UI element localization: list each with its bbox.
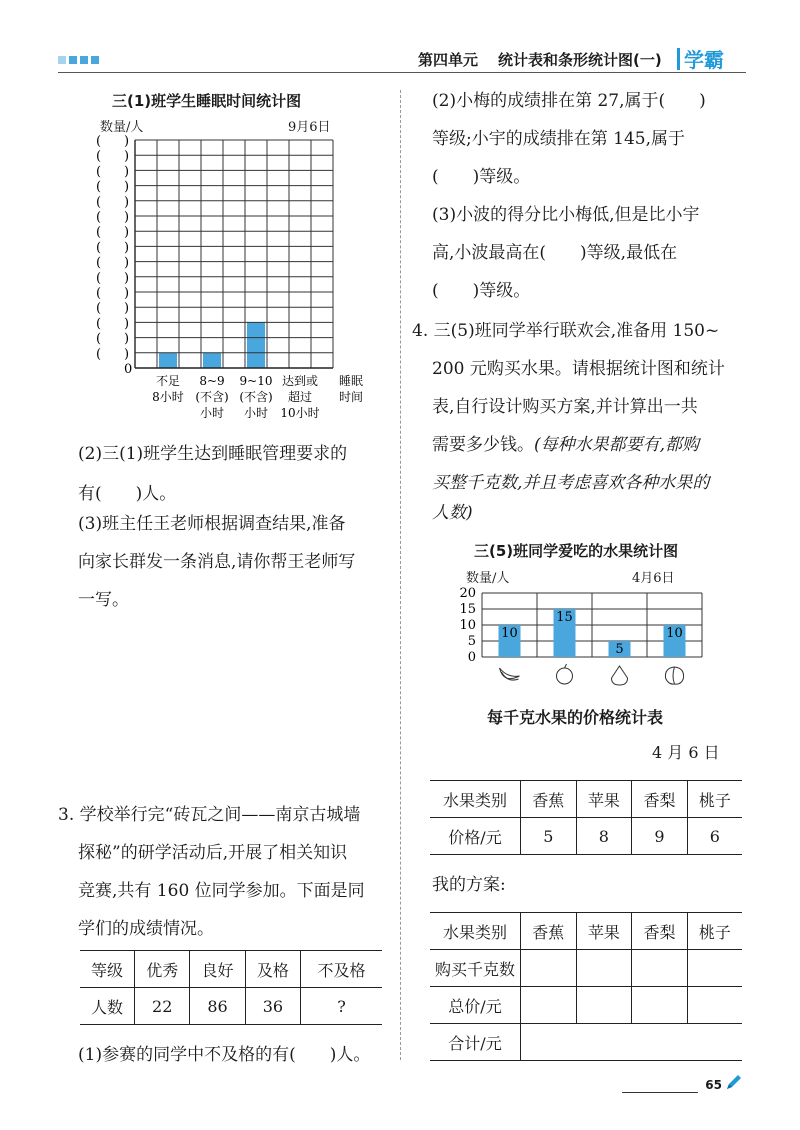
y-blank-open: ( [96, 301, 102, 317]
category-label: (不含) [195, 390, 229, 404]
data-label: 10 [501, 626, 518, 641]
y-tick-label: 15 [459, 602, 476, 617]
right-line1: (2)小梅的成绩排在第 27,属于( ) [432, 91, 706, 111]
right-line6: ( )等级。 [432, 281, 531, 301]
table-row [430, 987, 742, 1024]
y-blank-open: ( [96, 179, 102, 195]
y-blank-open: ( [96, 346, 102, 362]
y-blank-close: ) [124, 316, 130, 332]
answer-cell[interactable] [521, 1024, 743, 1061]
sleep-chart-y-unit: 数量/人 [100, 120, 144, 135]
table-header-cell: 桃子 [687, 781, 742, 818]
sleep-bar [247, 322, 265, 368]
category-label: 小时 [199, 406, 225, 420]
table-row [80, 988, 382, 1025]
fruit-chart [436, 585, 716, 690]
table-cell: 9 [632, 818, 688, 855]
data-label: 5 [615, 642, 624, 657]
q3-sub1: (1)参赛的同学中不及格的有( )人。 [78, 1045, 371, 1065]
table-header-cell: 香蕉 [521, 913, 577, 950]
footer-rule [622, 1092, 698, 1093]
table-header-cell: 香梨 [632, 913, 688, 950]
y-blank-close: ) [124, 134, 130, 149]
answer-cell[interactable] [687, 987, 742, 1024]
category-label: (不含) [239, 390, 273, 404]
header-rule [58, 72, 746, 73]
y-blank-open: ( [96, 164, 102, 180]
column-divider [400, 90, 401, 1060]
right-line3: ( )等级。 [432, 167, 531, 187]
q3-line1: 3. 学校举行完“砖瓦之间——南京古城墙 [58, 805, 361, 825]
table-row [430, 818, 742, 855]
table-cell: 86 [190, 988, 245, 1025]
table-header-cell: 水果类别 [430, 781, 521, 818]
y-blank-close: ) [124, 286, 130, 301]
x-axis-label: 睡眠 [338, 374, 364, 388]
table-cell: 8 [576, 818, 632, 855]
y-blank-close: ) [124, 179, 130, 195]
table-header-cell: 苹果 [576, 781, 632, 818]
table-row [430, 781, 742, 818]
q4-line3: 表,自行设计购买方案,并计算出一共 [432, 397, 698, 417]
y-blank-open: ( [96, 149, 102, 165]
y-blank-open: ( [96, 270, 102, 286]
header-accent-bar [677, 48, 680, 70]
category-label: 超过 [287, 390, 313, 404]
y-blank-open: ( [96, 194, 102, 210]
unit-label: 第四单元 [418, 51, 479, 69]
right-line4: (3)小波的得分比小梅低,但是比小宇 [432, 205, 700, 225]
y-blank-close: ) [124, 164, 130, 180]
answer-cell[interactable] [687, 950, 742, 987]
table-header-cell: 香蕉 [521, 781, 577, 818]
y-tick-label: 10 [459, 618, 476, 633]
q3-left-line1: (3)班主任王老师根据调查结果,准备 [78, 514, 346, 534]
category-label: 达到或 [281, 374, 319, 388]
table-header-cell: 及格 [245, 951, 300, 988]
category-label: 10小时 [280, 406, 320, 420]
price-table-date: 4 月 6 日 [652, 743, 720, 762]
table-header-cell: 水果类别 [430, 913, 521, 950]
table-cell: 22 [135, 988, 190, 1025]
category-label: 9~10 [239, 374, 273, 388]
right-line2: 等级;小宇的成绩排在第 145,属于 [432, 129, 685, 149]
table-row [430, 950, 742, 987]
grade-table [80, 950, 382, 1025]
x-axis-label: 时间 [338, 390, 364, 404]
answer-cell[interactable] [632, 950, 688, 987]
q3-left-line3: 一写。 [78, 590, 129, 610]
y-blank-open: ( [96, 331, 102, 347]
fruit-chart-y-unit: 数量/人 [466, 571, 510, 586]
q4-note-2: 买整千克数,并且考虑喜欢各种水果的 [432, 473, 710, 493]
table-cell: 合计/元 [430, 1024, 521, 1061]
sleep-chart-title: 三(1)班学生睡眠时间统计图 [112, 92, 302, 110]
q4-line1: 4. 三(5)班同学举行联欢会,准备用 150~ [412, 321, 720, 341]
y-blank-open: ( [96, 134, 102, 149]
q4-note-1: (每种水果都要有,都购 [534, 435, 700, 455]
sleep-bar [203, 353, 221, 368]
table-cell: 6 [687, 818, 742, 855]
table-cell: 购买千克数 [430, 950, 521, 987]
chapter-title: 统计表和条形统计图(一) [498, 51, 662, 69]
category-label: 小时 [243, 406, 269, 420]
y-blank-open: ( [96, 210, 102, 225]
q3-left-line2: 向家长群发一条消息,请你帮王老师写 [78, 552, 356, 572]
fruit-chart-date: 4月6日 [632, 571, 675, 586]
table-row [80, 951, 382, 988]
table-cell: 36 [245, 988, 300, 1025]
y-tick-label: 0 [467, 650, 476, 665]
y-blank-close: ) [124, 149, 130, 165]
category-label: 8~9 [199, 374, 225, 388]
category-label: 不足 [155, 374, 181, 388]
right-line5: 高,小波最高在( )等级,最低在 [432, 243, 678, 263]
q4-line2: 200 元购买水果。请根据统计图和统计 [432, 359, 725, 379]
brand-logo: 学霸 [684, 48, 724, 72]
table-header-cell: 苹果 [576, 913, 632, 950]
header-decoration [58, 56, 99, 64]
y-blank-close: ) [124, 194, 130, 210]
y-origin-label: 0 [124, 362, 133, 377]
table-row [430, 1024, 742, 1061]
category-label: 8小时 [152, 390, 184, 404]
table-cell: ? [301, 988, 382, 1025]
apple-icon [557, 668, 573, 684]
answer-cell[interactable] [521, 950, 577, 987]
y-blank-close: ) [124, 225, 130, 241]
table-header-cell: 优秀 [135, 951, 190, 988]
fruit-chart-title: 三(5)班同学爱吃的水果统计图 [474, 542, 679, 560]
y-blank-close: ) [124, 270, 130, 286]
table-header-cell: 不及格 [301, 951, 382, 988]
q2-left-line1: (2)三(1)班学生达到睡眠管理要求的 [78, 444, 348, 464]
table-cell: 5 [521, 818, 577, 855]
table-cell: 总价/元 [430, 987, 521, 1024]
price-table [430, 780, 742, 855]
answer-cell[interactable] [576, 950, 632, 987]
pen-icon [724, 1072, 744, 1092]
y-blank-close: ) [124, 240, 130, 256]
sleep-chart-date: 9月6日 [288, 120, 331, 135]
answer-cell[interactable] [632, 987, 688, 1024]
peach-icon [665, 667, 683, 684]
page-number: 65 [705, 1078, 722, 1092]
y-blank-close: ) [124, 255, 130, 271]
y-blank-close: ) [124, 301, 130, 317]
y-blank-close: ) [124, 331, 130, 347]
y-blank-open: ( [96, 255, 102, 271]
q2-left-line2: 有( )人。 [78, 484, 177, 504]
y-blank-open: ( [96, 286, 102, 301]
apple-stem [565, 664, 567, 668]
sleep-bar [159, 353, 177, 368]
q4-line4-text: 需要多少钱。 [432, 435, 534, 455]
y-blank-open: ( [96, 225, 102, 241]
q3-line3: 竞赛,共有 160 位同学参加。下面是同 [78, 881, 365, 901]
y-blank-open: ( [96, 316, 102, 332]
y-tick-label: 20 [459, 586, 476, 601]
y-blank-close: ) [124, 346, 130, 362]
q4-note-3: 人数) [432, 503, 473, 523]
table-row [430, 913, 742, 950]
data-label: 10 [666, 626, 683, 641]
table-cell: 人数 [80, 988, 135, 1025]
sleep-chart [80, 130, 380, 430]
peach-icon-crease [673, 667, 675, 684]
answer-cell[interactable] [576, 987, 632, 1024]
plan-table [430, 912, 742, 1061]
y-tick-label: 5 [467, 634, 476, 649]
q3-line4: 学们的成绩情况。 [78, 919, 214, 939]
y-blank-open: ( [96, 240, 102, 256]
table-header-cell: 良好 [190, 951, 245, 988]
q4-line4 [432, 426, 699, 464]
y-blank-close: ) [124, 210, 130, 225]
table-header-cell: 等级 [80, 951, 135, 988]
q3-line2: 探秘”的研学活动后,开展了相关知识 [78, 843, 348, 863]
plan-label: 我的方案: [432, 875, 506, 895]
table-cell: 价格/元 [430, 818, 521, 855]
pear-icon [612, 666, 628, 685]
data-label: 15 [556, 610, 573, 625]
table-header-cell: 香梨 [632, 781, 688, 818]
table-header-cell: 桃子 [687, 913, 742, 950]
answer-cell[interactable] [521, 987, 577, 1024]
price-table-title: 每千克水果的价格统计表 [487, 708, 664, 727]
